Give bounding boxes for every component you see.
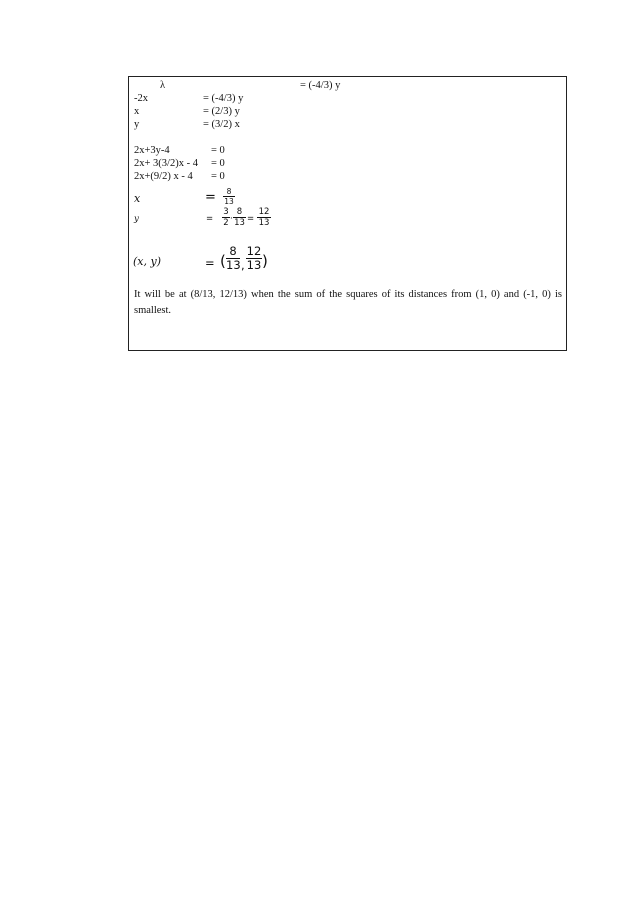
- xy-fraction-2: [246, 245, 262, 272]
- x-fraction-denominator: 13: [224, 197, 234, 206]
- line6-lhs: 2x+ 3(3/2)x - 4: [134, 158, 198, 169]
- y-fraction-2: [233, 207, 246, 228]
- xy-fraction-1-denominator: 13: [226, 258, 241, 272]
- y-fraction-3-denominator: 13: [258, 218, 270, 228]
- xy-equals: =: [205, 256, 215, 270]
- y-multiply-dot: ·: [230, 214, 233, 224]
- y-equals: =: [206, 214, 214, 224]
- conclusion-text: It will be at (8/13, 12/13) when the sum of the squares of its distances from (1, 0) and (-1, 0) is smallest.: [134, 289, 562, 316]
- line7-lhs: 2x+(9/2) x - 4: [134, 171, 193, 182]
- y-fraction-1-numerator: 3: [223, 207, 229, 217]
- line4-lhs: y: [134, 119, 140, 130]
- xy-fraction-1-numerator: 8: [229, 244, 237, 258]
- xy-variable: (x, y): [133, 255, 161, 268]
- x-fraction-numerator: 8: [226, 187, 232, 196]
- line5-rhs: = 0: [211, 145, 225, 156]
- line6-rhs: = 0: [211, 158, 225, 169]
- line5-lhs: 2x+3y-4: [134, 145, 170, 156]
- x-variable: x: [134, 192, 141, 205]
- line2-lhs: -2x: [134, 93, 148, 104]
- xy-fraction-1: [226, 245, 240, 272]
- y-fraction-2-denominator: 13: [234, 218, 245, 228]
- line3-rhs: = (2/3) y: [203, 106, 240, 117]
- xy-open-paren: (: [220, 252, 226, 270]
- y-variable: y: [134, 214, 139, 224]
- xy-fraction-2-numerator: 12: [246, 244, 262, 258]
- lambda-symbol: λ: [160, 80, 166, 91]
- y-fraction-2-numerator: 8: [236, 207, 243, 217]
- y-fraction-3-numerator: 12: [258, 207, 270, 217]
- y-equals-2: =: [247, 214, 255, 224]
- line2-rhs: = (-4/3) y: [203, 93, 244, 104]
- line1-rhs: = (-4/3) y: [300, 80, 341, 91]
- x-fraction: [223, 187, 235, 206]
- y-fraction-3: [257, 207, 271, 228]
- y-fraction-1-denominator: 2: [223, 218, 229, 228]
- line4-rhs: = (3/2) x: [203, 119, 240, 130]
- line3-lhs: x: [134, 106, 140, 117]
- xy-fraction-2-denominator: 13: [246, 258, 262, 272]
- xy-close-paren: ): [262, 252, 268, 270]
- xy-comma: ,: [241, 258, 245, 272]
- x-equals: =: [205, 190, 216, 205]
- y-fraction-1: [222, 207, 230, 228]
- line7-rhs: = 0: [211, 171, 225, 182]
